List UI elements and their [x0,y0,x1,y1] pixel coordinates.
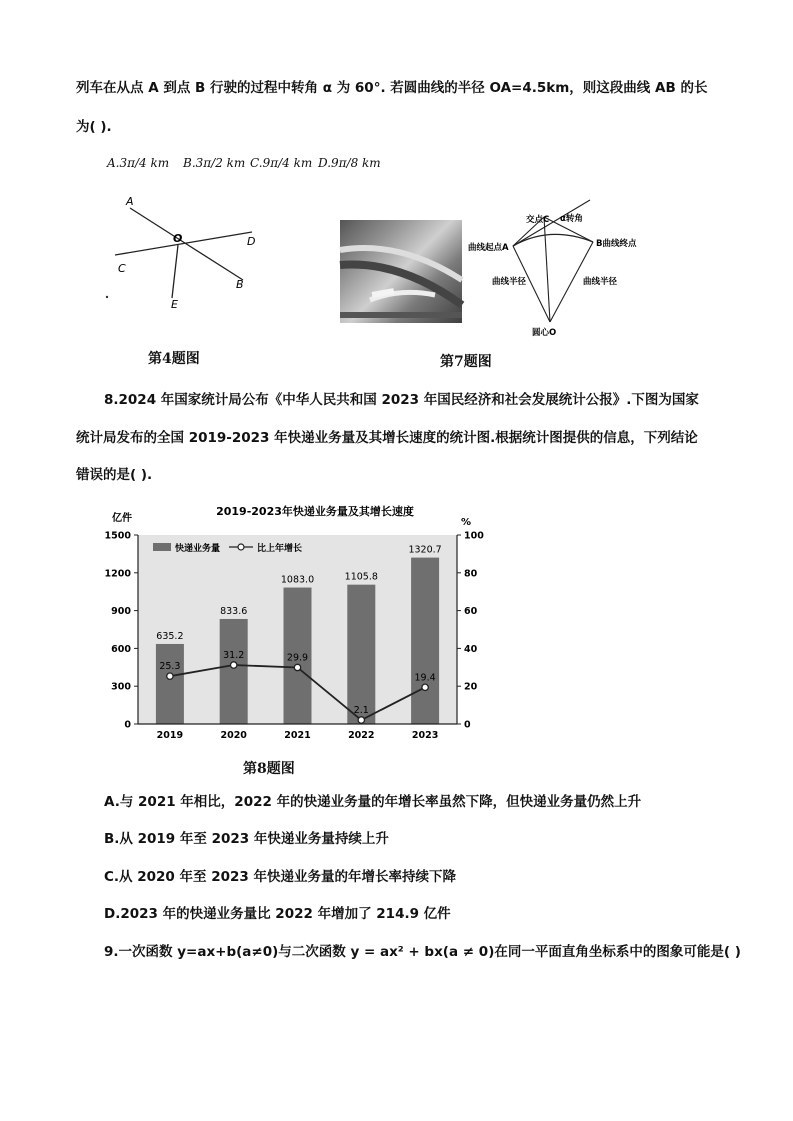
growth-value-label: 25.3 [159,661,181,673]
growth-point [231,662,237,668]
fig7-diagram [468,205,637,340]
train-photo-art [340,220,462,323]
q8-line3: 错误的是( ). [76,467,153,483]
right-tick-label: 100 [464,530,484,542]
q7-option-a [107,156,169,170]
q7-option-d-text: D.9π/8 km [318,156,381,170]
right-tick-label: 40 [464,643,478,655]
growth-value-label: 29.9 [286,652,309,664]
left-tick-label: 900 [111,606,131,618]
q7-option-a-text: A.3π/4 km [107,156,170,170]
legend-label-line: 比上年增长 [257,544,303,554]
bar-value-label: 1083.0 [280,574,315,586]
x-tick-label: 2021 [284,730,311,741]
fig7-label-radius-left: 曲线半径 [492,277,527,287]
left-tick-label: 300 [111,681,131,693]
growth-value-label: 31.2 [223,650,245,662]
fig7-label-intersection: 交点C [526,215,550,225]
q7-option-b [183,156,245,170]
q8-option-c: C.从 2020 年至 2023 年快递业务量的年增长率持续下降 [104,869,456,885]
left-tick-label: 1200 [104,568,131,580]
delivery-chart [95,498,500,748]
left-tick-label: 0 [124,719,131,731]
bar-value-label: 1320.7 [408,544,442,556]
right-tick-label: 0 [464,719,471,731]
q7-line2: 为( ). [76,119,112,135]
q9-line: 9.一次函数 y=ax+b(a≠0)与二次函数 y = ax² + bx(a ≠ 0)在同一平面直角坐标系中的图象可能是( ) [104,944,741,960]
fig4-caption: 第4题图 [148,351,200,367]
fig7-caption: 第7题图 [440,354,492,370]
fig7-label-center: 圆心O [532,328,557,338]
bar-2019 [156,644,184,724]
x-tick-label: 2019 [156,730,184,741]
bar-value-label: 833.6 [220,605,248,617]
legend-swatch-marker [238,544,244,550]
chart-title: 2019-2023年快递业务量及其增长速度 [216,505,414,518]
fig4-diagram [95,190,285,315]
q8-option-a: A.与 2021 年相比，2022 年的快递业务量的年增长率虽然下降，但快递业务量仍然上升 [104,794,642,810]
growth-point [358,717,364,723]
legend-label-bar: 快递业务量 [175,544,221,554]
legend-swatch-bar [153,543,171,551]
growth-point [294,664,300,670]
growth-point [422,684,428,690]
bar-value-label: 635.2 [156,630,184,642]
right-tick-label: 80 [464,568,478,580]
bar-2020 [220,619,248,724]
chart-right-unit: % [461,517,472,528]
x-tick-label: 2023 [411,730,439,741]
fig7-label-turn-angle: α转角 [560,214,583,224]
fig8-caption: 第8题图 [243,761,295,777]
left-tick-label: 1500 [104,530,131,542]
bar-2022 [347,585,375,724]
growth-point [167,673,173,679]
q7-option-c [250,156,312,170]
q8-line2: 统计局发布的全国 2019-2023 年快递业务量及其增长速度的统计图.根据统计图提供的信息，下列结论 [76,430,698,446]
growth-value-label: 2.1 [353,705,369,717]
q7-option-c-text: C.9π/4 km [250,156,313,170]
right-tick-label: 20 [464,681,478,693]
q7-option-b-text: B.3π/2 km [183,156,246,170]
left-tick-label: 600 [111,643,131,655]
q8-option-d: D.2023 年的快递业务量比 2022 年增加了 214.9 亿件 [104,906,451,922]
fig7-label-radius-right: 曲线半径 [583,277,618,287]
x-tick-label: 2022 [348,730,375,741]
fig4-label-o: O [173,232,183,245]
bar-value-label: 1105.8 [344,571,378,583]
fig4-label-b: B [236,278,244,291]
growth-value-label: 19.4 [414,672,436,684]
fig7-label-start: 曲线起点A [468,243,509,253]
train-photo [340,220,462,323]
bar-2023 [411,558,439,724]
fig7-label-end: B曲线终点 [596,239,637,249]
q7-option-d [318,156,381,170]
chart-left-unit: 亿件 [112,513,132,524]
fig4-label-d: D [247,235,256,248]
q7-line1: 列车在从点 A 到点 B 行驶的过程中转角 α 为 60°. 若圆曲线的半径 OA=4.5km，则这段曲线 AB 的长 [76,80,708,96]
fig4-label-e: E [171,298,178,311]
fig4-label-a: A [126,195,134,208]
x-tick-label: 2020 [220,730,247,741]
right-tick-label: 60 [464,606,478,618]
fig4-label-c: C [118,262,126,275]
q8-line1: 8.2024 年国家统计局公布《中华人民共和国 2023 年国民经济和社会发展统计公报》.下图为国家 [104,392,699,408]
q8-option-b: B.从 2019 年至 2023 年快递业务量持续上升 [104,831,389,847]
